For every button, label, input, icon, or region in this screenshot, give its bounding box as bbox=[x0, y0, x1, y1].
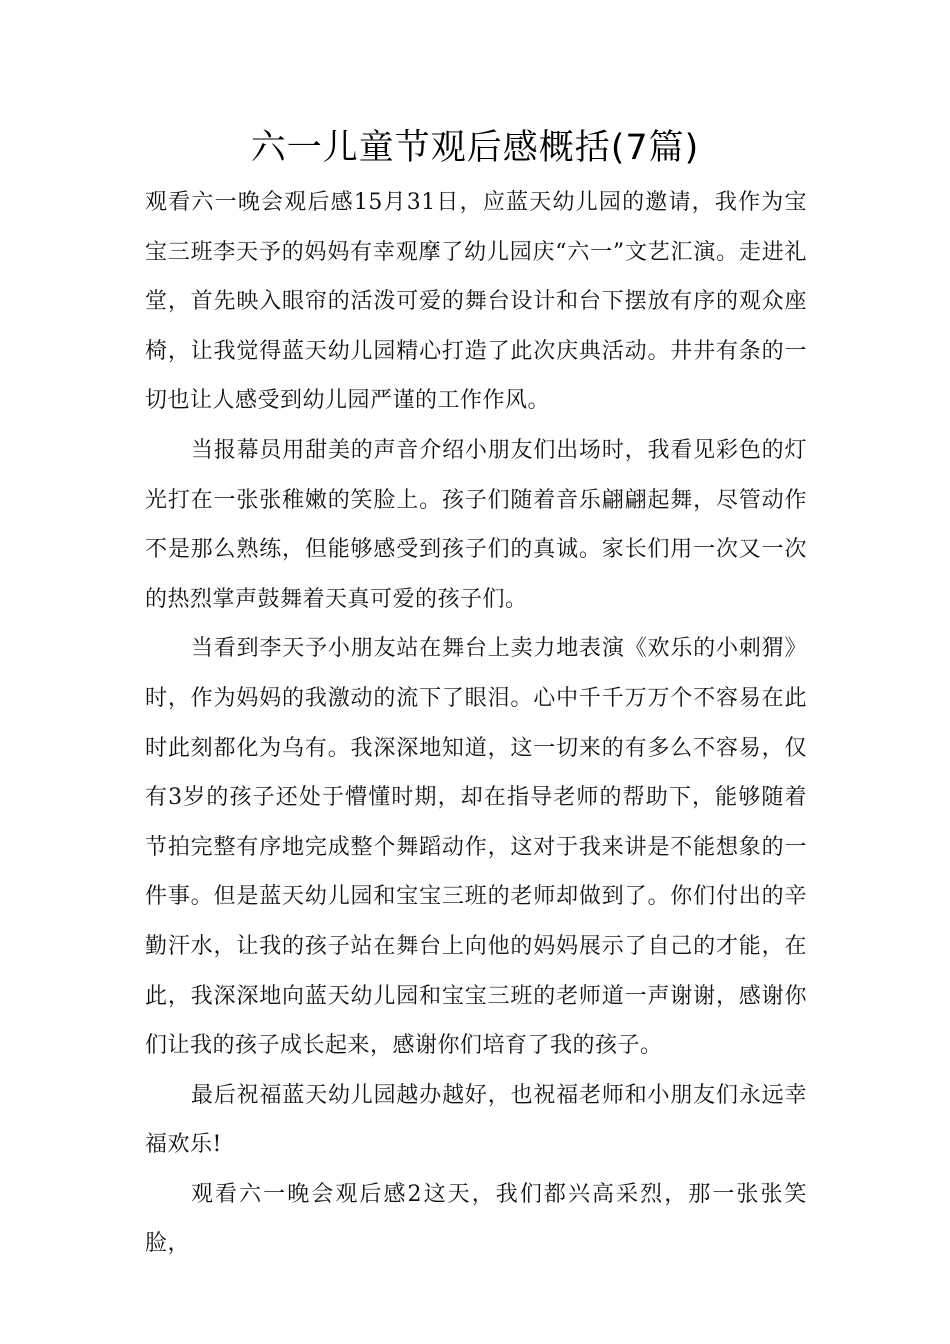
paragraph-1: 观看六一晚会观后感15月31日，应蓝天幼儿园的邀请，我作为宝宝三班李天予的妈妈有幸观摩了幼儿园庆“六一”文艺汇演。走进礼堂，首先映入眼帘的活泼可爱的舞台设计和台下摆放有序的观众座椅，让我觉得蓝天幼儿园精心打造了此次庆典活动。井井有条的一切也让人感受到幼儿园严谨的工作作风。 bbox=[145, 190, 807, 414]
paragraph-3: 当看到李天予小朋友站在舞台上卖力地表演《欢乐的小刺猬》时，作为妈妈的我激动的流下了眼泪。心中千千万万个不容易在此时此刻都化为乌有。我深深地知道，这一切来的有多么不容易，仅有3岁的孩子还处于懵懂时期，却在指导老师的帮助下，能够随着节拍完整有序地完成整个舞蹈动作，这对于我来讲是不能想象的一件事。但是蓝天幼儿园和宝宝三班的老师却做到了。你们付出的辛勤汗水，让我的孩子站在舞台上向他的妈妈展示了自己的才能，在此，我深深地向蓝天幼儿园和宝宝三班的老师道一声谢谢，感谢你们让我的孩子成长起来，感谢你们培育了我的孩子。 bbox=[145, 636, 807, 1059]
document-title: 六一儿童节观后感概括(7篇) bbox=[250, 128, 700, 168]
document-body bbox=[145, 178, 807, 1269]
paragraph-2: 当报幕员用甜美的声音介绍小朋友们出场时，我看见彩色的灯光打在一张张稚嫩的笑脸上。孩子们随着音乐翩翩起舞，尽管动作不是那么熟练，但能够感受到孩子们的真诚。家长们用一次又一次的热烈掌声鼓舞着天真可爱的孩子们。 bbox=[145, 437, 807, 612]
paragraph-5: 观看六一晚会观后感2这天，我们都兴高采烈，那一张张笑脸， bbox=[145, 1181, 807, 1257]
paragraph-4: 最后祝福蓝天幼儿园越办越好，也祝福老师和小朋友们永远幸福欢乐! bbox=[145, 1082, 807, 1158]
